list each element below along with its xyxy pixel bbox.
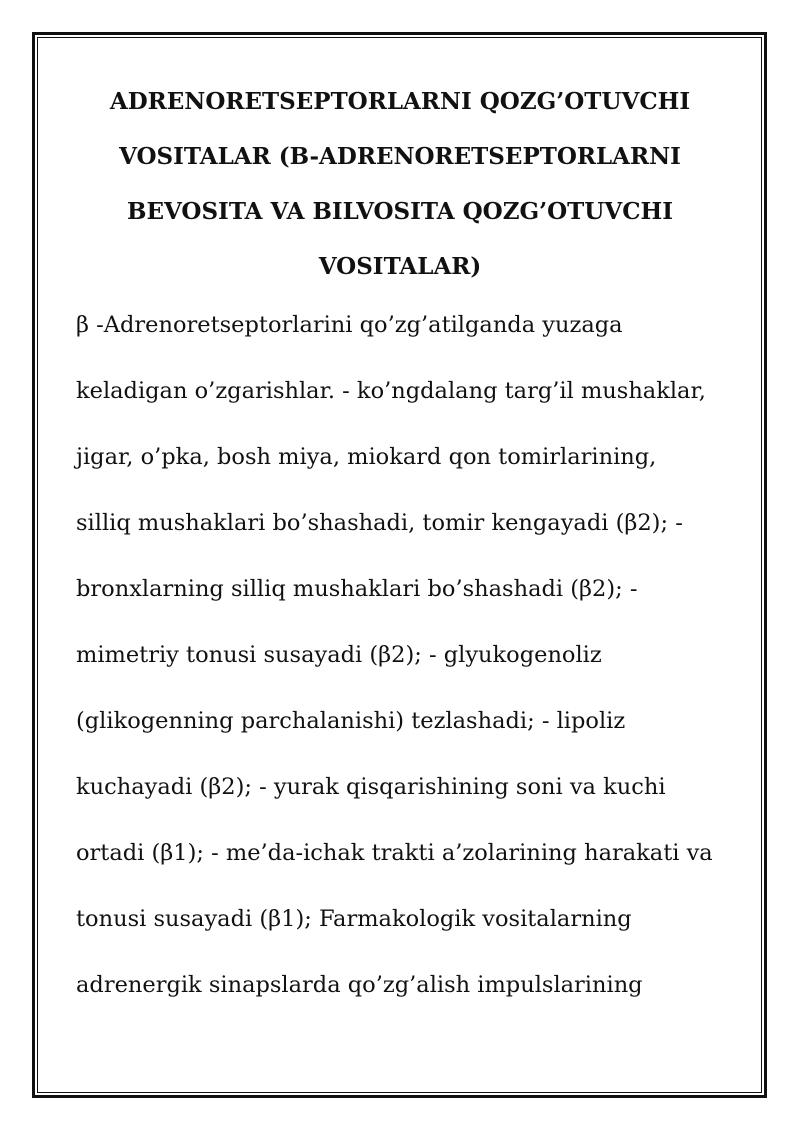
body-line: bronxlarning silliq mushaklari bo’shashadi (β2); - bbox=[76, 576, 638, 602]
body-paragraph bbox=[62, 292, 738, 1018]
body-line: silliq mushaklari bo’shashadi, tomir kengayadi (β2); - bbox=[76, 510, 683, 536]
body-line: adrenergik sinapslarda qo’zg’alish impulslarining bbox=[76, 972, 643, 998]
body-line: ortadi (β1); - me’da-ichak trakti a’zolarining harakati va bbox=[76, 840, 713, 866]
body-line: kuchayadi (β2); - yurak qisqarishining soni va kuchi bbox=[76, 774, 666, 800]
page-content bbox=[62, 74, 738, 1018]
title-line: VOSITALAR (B-ADRENORETSEPTORLARNI bbox=[119, 143, 681, 170]
document-title bbox=[62, 74, 738, 294]
body-line: mimetriy tonusi susayadi (β2); - glyukogenoliz bbox=[76, 642, 602, 668]
body-line: keladigan o’zgarishlar. - ko’ngdalang targ’il mushaklar, bbox=[76, 378, 706, 404]
body-line: (glikogenning parchalanishi) tezlashadi; - lipoliz bbox=[76, 708, 626, 734]
title-line: VOSITALAR) bbox=[318, 253, 482, 280]
body-line: jigar, o’pka, bosh miya, miokard qon tomirlarining, bbox=[76, 444, 657, 470]
body-line: tonusi susayadi (β1); Farmakologik vositalarning bbox=[76, 906, 632, 932]
title-line: ADRENORETSEPTORLARNI QOZG’OTUVCHI bbox=[109, 88, 691, 115]
body-line: β -Adrenoretseptorlarini qo’zg’atilganda yuzaga bbox=[76, 312, 623, 338]
title-line: BEVOSITA VA BILVOSITA QOZG’OTUVCHI bbox=[127, 198, 673, 225]
